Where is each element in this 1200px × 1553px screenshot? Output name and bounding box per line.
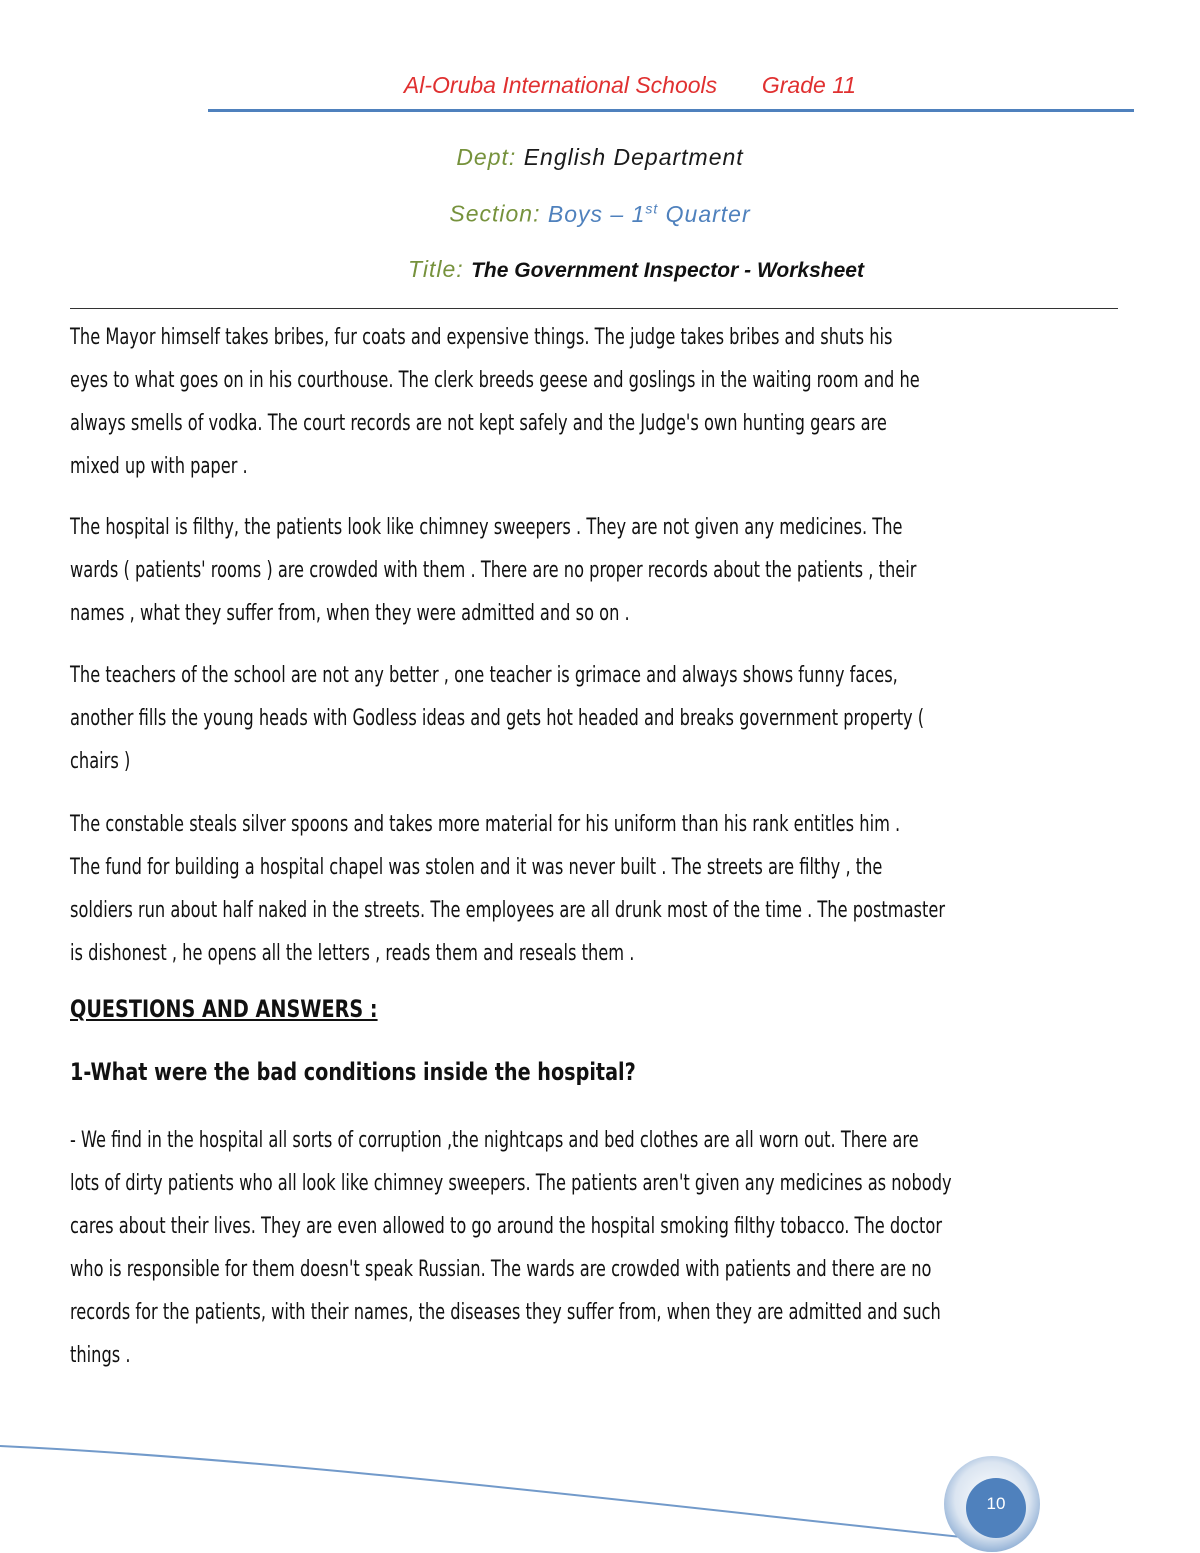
dept-label: Dept: xyxy=(456,144,517,170)
dept-value: English Department xyxy=(523,144,744,170)
school-grade-header: Al-Oruba International Schools Grade 11 xyxy=(403,72,857,98)
dept-line xyxy=(0,144,1200,171)
section-line xyxy=(0,200,1200,228)
qa-heading: QUESTIONS AND ANSWERS : xyxy=(70,995,378,1023)
passage-paragraph-2: The hospital is filthy, the patients look like chimney sweepers . They are not given any medicines. The wards ( patients' rooms ) are crowded with them . There are no proper records about the patients , their names , what they suffer from, when they were admitted and so on . xyxy=(70,515,917,626)
page-number: 10 xyxy=(986,1494,1006,1513)
question-1: 1-What were the bad conditions inside the hospital? xyxy=(70,1058,636,1086)
title-divider xyxy=(70,308,1118,309)
passage-paragraph-3: The teachers of the school are not any better , one teacher is grimace and always shows funny faces, another fills the young heads with Godless ideas and gets hot headed and breaks government property ( chairs ) xyxy=(70,663,925,774)
title-line xyxy=(36,256,1200,283)
section-label: Section: xyxy=(449,200,541,227)
title-suffix: - Worksheet xyxy=(738,259,864,282)
passage-paragraph-4: The constable steals silver spoons and takes more material for his uniform than his rank entitles him . The fund for building a hospital chapel was stolen and it was never built . The streets are filthy , the soldiers run about half naked in the streets. The employees are all drunk most of the time . The postmaster is dishonest , he opens all the letters , reads them and reseals them . xyxy=(70,812,946,966)
title-value: The Government Inspector xyxy=(471,259,739,282)
header-divider xyxy=(208,109,1134,112)
section-value: Boys – 1st Quarter xyxy=(547,200,751,227)
title-label: Title: xyxy=(408,256,464,282)
passage-paragraph-1: The Mayor himself takes bribes, fur coats and expensive things. The judge takes bribes and shuts his eyes to what goes on in his courthouse. The clerk breeds geese and goslings in the waiting room and he always smells of vodka. The court records are not kept safely and the Judge's own hunting gears are mixed up with paper . xyxy=(70,325,920,479)
answer-1: - We find in the hospital all sorts of corruption ,the nightcaps and bed clothes are all worn out. There are lots of dirty patients who all look like chimney sweepers. The patients aren't given any medicines as nobody cares about their lives. They are even allowed to go around the hospital smoking filthy tobacco. The doctor who is responsible for them doesn't speak Russian. The wards are crowded with patients and there are no records for the patients, with their names, the diseases they suffer from, when they are admitted and such things . xyxy=(70,1128,952,1368)
